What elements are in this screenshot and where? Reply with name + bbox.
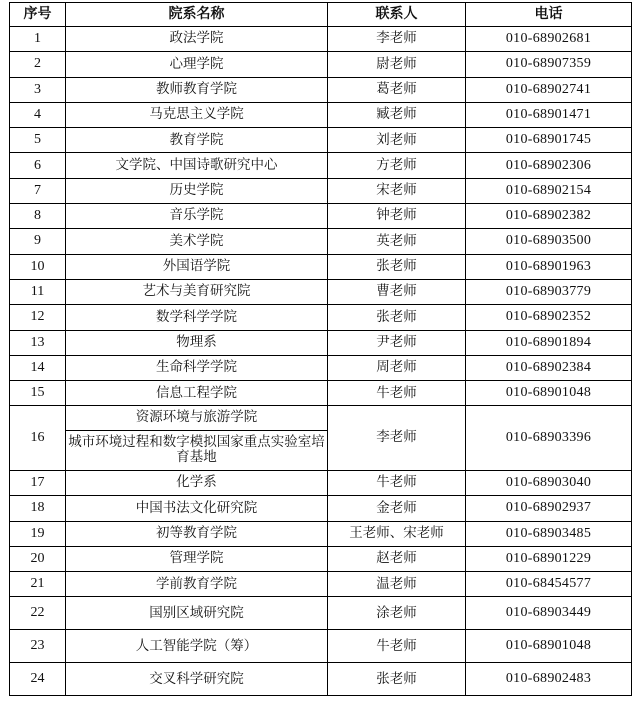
contact-person: 刘老师 [328,128,466,153]
table-row [10,178,632,203]
table-row [10,254,632,279]
table-header-row [10,3,632,27]
contact-person: 温老师 [328,572,466,597]
department-name: 初等教育学院 [66,521,328,546]
contact-person: 方老师 [328,153,466,178]
phone-number: 010-68902306 [466,153,632,178]
phone-number: 010-68902352 [466,305,632,330]
department-name: 美术学院 [66,229,328,254]
table-row [10,279,632,304]
department-name-part: 城市环境过程和数字模拟国家重点实验室培育基地 [66,430,327,470]
row-number: 4 [10,102,66,127]
department-name: 管理学院 [66,546,328,571]
phone-number: 010-68903040 [466,471,632,496]
contact-person: 宋老师 [328,178,466,203]
phone-number: 010-68901963 [466,254,632,279]
phone-number: 010-68901048 [466,630,632,663]
contact-person: 李老师 [328,406,466,471]
contact-person: 臧老师 [328,102,466,127]
department-name: 化学系 [66,471,328,496]
phone-number: 010-68903449 [466,597,632,630]
table-row [10,27,632,52]
row-number: 1 [10,27,66,52]
table-row [10,471,632,496]
phone-number: 010-68903396 [466,406,632,471]
contact-person: 牛老师 [328,630,466,663]
contact-person: 葛老师 [328,77,466,102]
row-number: 21 [10,572,66,597]
phone-number: 010-68902483 [466,663,632,696]
department-name: 历史学院 [66,178,328,203]
contact-person: 周老师 [328,355,466,380]
table-row [10,229,632,254]
department-name: 交叉科学研究院 [66,663,328,696]
table-row [10,572,632,597]
row-number: 14 [10,355,66,380]
contact-person: 赵老师 [328,546,466,571]
table-row [10,663,632,696]
contact-person: 牛老师 [328,381,466,406]
department-name: 中国书法文化研究院 [66,496,328,521]
contact-person: 李老师 [328,27,466,52]
phone-number: 010-68903485 [466,521,632,546]
header-contact: 联系人 [328,3,466,27]
department-name: 教师教育学院 [66,77,328,102]
table-row [10,77,632,102]
department-name: 政法学院 [66,27,328,52]
phone-number: 010-68901471 [466,102,632,127]
contact-person: 张老师 [328,254,466,279]
contact-person: 张老师 [328,305,466,330]
row-number: 17 [10,471,66,496]
department-name: 教育学院 [66,128,328,153]
table-row [10,128,632,153]
contact-table-container [9,2,631,696]
phone-number: 010-68902937 [466,496,632,521]
phone-number: 010-68902382 [466,204,632,229]
row-number: 19 [10,521,66,546]
department-name-part: 资源环境与旅游学院 [135,409,258,426]
department-name: 信息工程学院 [66,381,328,406]
department-name: 学前教育学院 [66,572,328,597]
table-row [10,381,632,406]
department-name: 数学科学学院 [66,305,328,330]
table-row [10,305,632,330]
phone-number: 010-68454577 [466,572,632,597]
phone-number: 010-68902681 [466,27,632,52]
contact-person: 涂老师 [328,597,466,630]
department-name: 人工智能学院（筹） [66,630,328,663]
row-number: 13 [10,330,66,355]
phone-number: 010-68903500 [466,229,632,254]
row-number: 9 [10,229,66,254]
phone-number: 010-68902384 [466,355,632,380]
header-phone: 电话 [466,3,632,27]
contact-person: 牛老师 [328,471,466,496]
phone-number: 010-68901048 [466,381,632,406]
department-name: 文学院、中国诗歌研究中心 [66,153,328,178]
header-department: 院系名称 [66,3,328,27]
table-row [10,52,632,77]
row-number: 16 [10,406,66,471]
row-number: 24 [10,663,66,696]
header-no: 序号 [10,3,66,27]
department-name: 物理系 [66,330,328,355]
contact-person: 尉老师 [328,52,466,77]
contact-person: 张老师 [328,663,466,696]
row-number: 6 [10,153,66,178]
table-row [10,630,632,663]
row-number: 18 [10,496,66,521]
contact-person: 曹老师 [328,279,466,304]
row-number: 22 [10,597,66,630]
department-name: 国别区域研究院 [66,597,328,630]
contact-person: 钟老师 [328,204,466,229]
department-name: 音乐学院 [66,204,328,229]
contact-person: 王老师、宋老师 [328,521,466,546]
row-number: 7 [10,178,66,203]
table-row [10,406,632,471]
phone-number: 010-68903779 [466,279,632,304]
department-contact-table [9,2,632,696]
table-row [10,355,632,380]
contact-person: 英老师 [328,229,466,254]
table-row [10,521,632,546]
row-number: 5 [10,128,66,153]
phone-number: 010-68901894 [466,330,632,355]
department-name: 外国语学院 [66,254,328,279]
department-name: 艺术与美育研究院 [66,279,328,304]
row-number: 23 [10,630,66,663]
row-number: 3 [10,77,66,102]
department-name [66,406,328,471]
table-row [10,546,632,571]
phone-number: 010-68901229 [466,546,632,571]
contact-person: 尹老师 [328,330,466,355]
table-row [10,330,632,355]
contact-person: 金老师 [328,496,466,521]
department-name: 马克思主义学院 [66,102,328,127]
row-number: 20 [10,546,66,571]
row-number: 15 [10,381,66,406]
table-body [10,27,632,696]
phone-number: 010-68907359 [466,52,632,77]
phone-number: 010-68902154 [466,178,632,203]
phone-number: 010-68902741 [466,77,632,102]
department-name: 心理学院 [66,52,328,77]
table-row [10,496,632,521]
table-row [10,153,632,178]
row-number: 11 [10,279,66,304]
row-number: 10 [10,254,66,279]
row-number: 2 [10,52,66,77]
phone-number: 010-68901745 [466,128,632,153]
row-number: 12 [10,305,66,330]
table-row [10,204,632,229]
row-number: 8 [10,204,66,229]
table-row [10,102,632,127]
table-row [10,597,632,630]
department-name: 生命科学学院 [66,355,328,380]
